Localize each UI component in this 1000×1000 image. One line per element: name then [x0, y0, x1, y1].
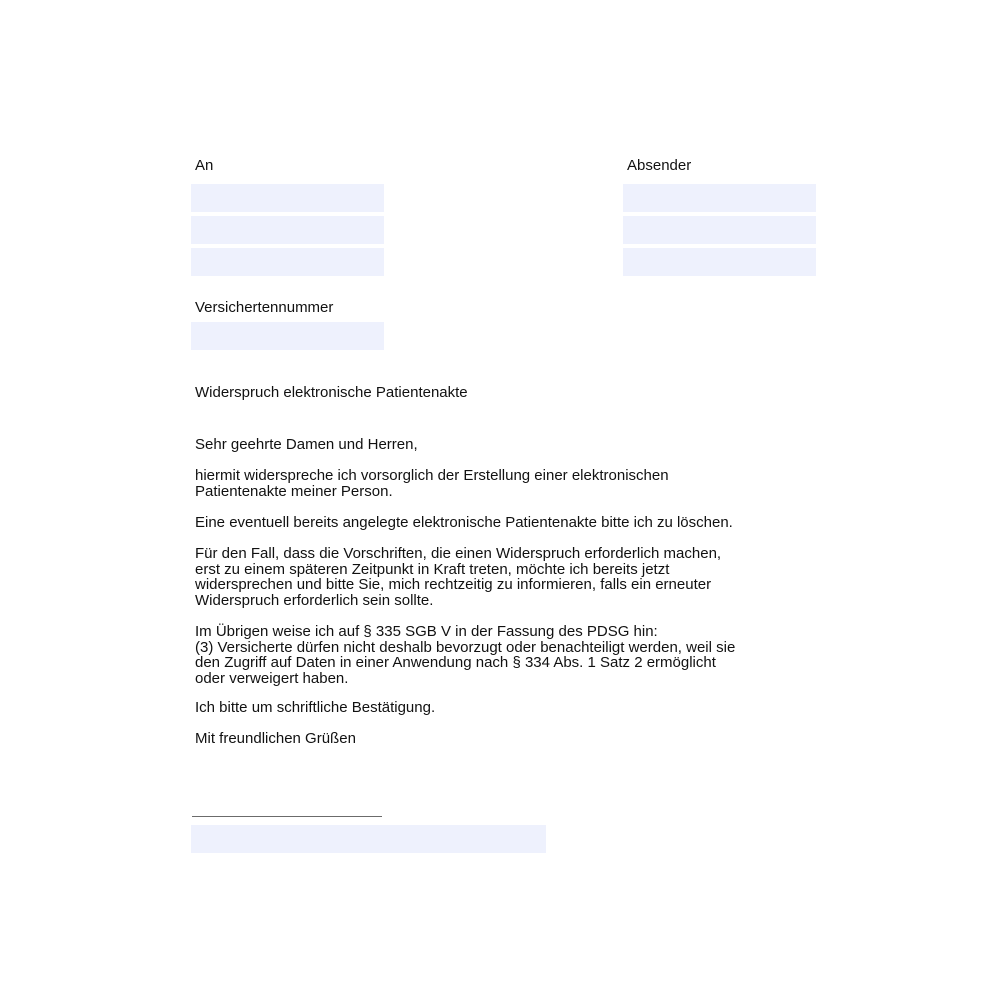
recipient-label: An	[195, 157, 214, 174]
recipient-field-1[interactable]	[191, 184, 384, 212]
letter-paragraph-2: Eine eventuell bereits angelegte elektronische Patientenakte bitte ich zu löschen.	[195, 514, 733, 531]
letter-paragraph-5: Ich bitte um schriftliche Bestätigung.	[195, 699, 436, 716]
letter-closing: Mit freundlichen Grüßen	[195, 730, 356, 747]
letter-paragraph-3: Für den Fall, dass die Vorschriften, die einen Widerspruch erforderlich machen, erst zu einem späteren Zeitpunkt in Kraft treten, möchte ich bereits jetzt widersprechen und bitte Sie, mich rechtzeitig zu informieren, falls ein erneuter Widerspruch erforderlich sein sollte.	[195, 545, 722, 609]
insurance-number-label: Versichertennummer	[195, 299, 334, 316]
recipient-field-3[interactable]	[191, 248, 384, 276]
letter-subject: Widerspruch elektronische Patientenakte	[195, 384, 468, 401]
sender-label: Absender	[627, 157, 692, 174]
sender-field-1[interactable]	[623, 184, 816, 212]
signature-field[interactable]	[191, 825, 546, 853]
letter-paragraph-1: hiermit widerspreche ich vorsorglich der Erstellung einer elektronischen Patientenakte meiner Person.	[195, 467, 669, 500]
recipient-field-2[interactable]	[191, 216, 384, 244]
sender-field-3[interactable]	[623, 248, 816, 276]
sender-field-2[interactable]	[623, 216, 816, 244]
insurance-number-field[interactable]	[191, 322, 384, 350]
letter-paragraph-4: Im Übrigen weise ich auf § 335 SGB V in der Fassung des PDSG hin: (3) Versicherte dürfen nicht deshalb bevorzugt oder benachteiligt werden, weil sie den Zugriff auf Daten in einer Anwendung nach § 334 Abs. 1 Satz 2 ermöglicht oder verweigert haben.	[195, 623, 736, 687]
signature-line	[192, 816, 382, 817]
letter-salutation: Sehr geehrte Damen und Herren,	[195, 436, 418, 453]
